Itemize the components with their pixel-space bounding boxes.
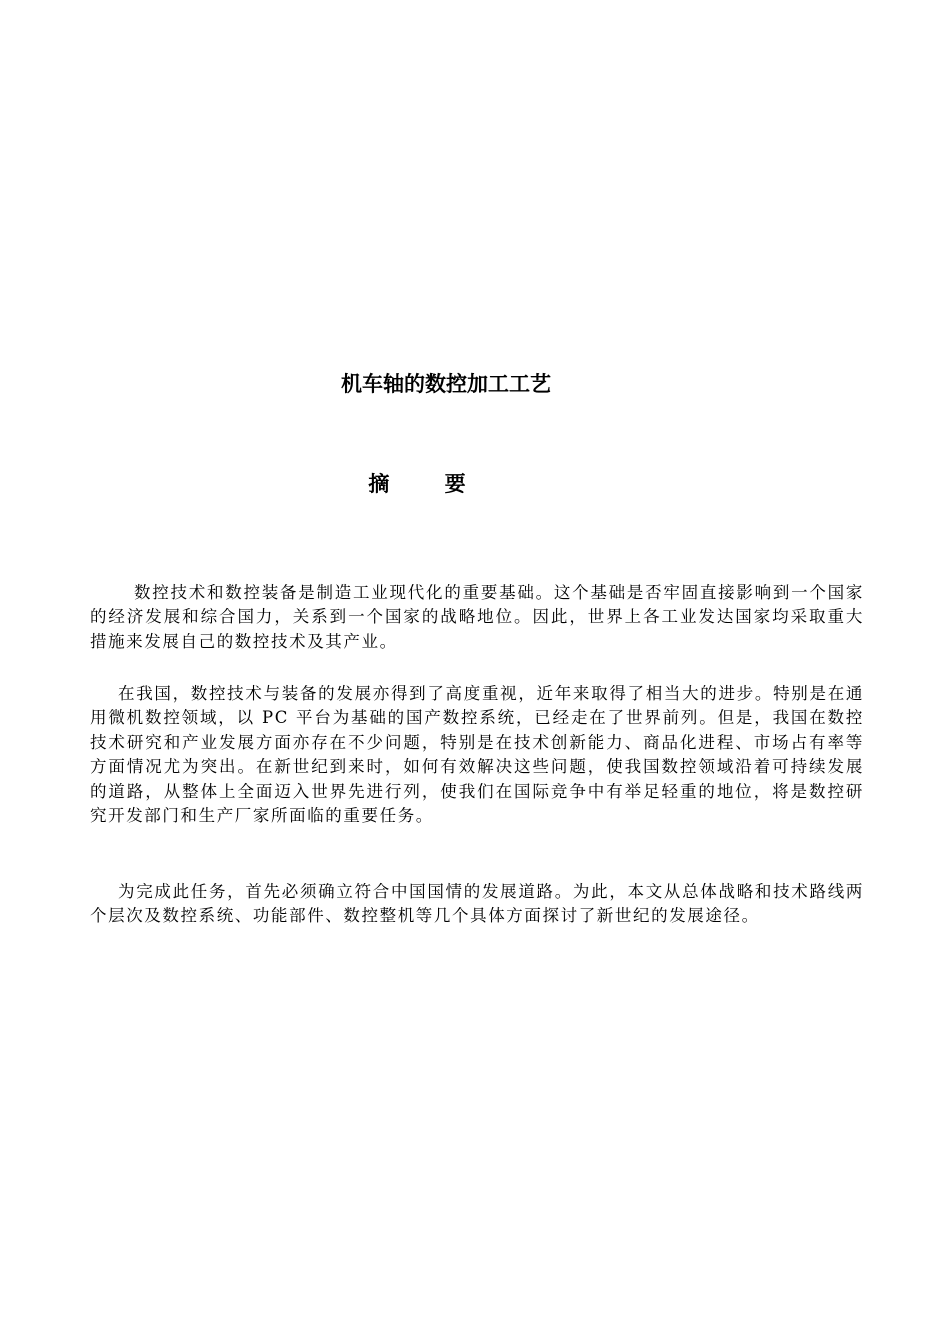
abstract-heading: 摘 要 [368, 472, 490, 496]
abstract-paragraph-3: 为完成此任务，首先必须确立符合中国国情的发展道路。为此，本文从总体战略和技术路线两个层次及数控系统、功能部件、数控整机等几个具体方面探讨了新世纪的发展途径。 [90, 882, 864, 926]
document-title: 机车轴的数控加工工艺 [341, 372, 551, 396]
abstract-paragraph-1: 数控技术和数控装备是制造工业现代化的重要基础。这个基础是否牢固直接影响到一个国家的经济发展和综合国力，关系到一个国家的战略地位。因此，世界上各工业发达国家均采取重大措施来发展自己的数控技术及其产业。 [90, 583, 864, 651]
abstract-paragraph-2: 在我国，数控技术与装备的发展亦得到了高度重视，近年来取得了相当大的进步。特别是在通用微机数控领域，以 PC 平台为基础的国产数控系统，已经走在了世界前列。但是，我国在数控技术研究和产业发展方面亦存在不少问题，特别是在技术创新能力、商品化进程、市场占有率等方面情况尤为突出。在新世纪到来时，如何有效解决这些问题，使我国数控领域沿着可持续发展的道路，从整体上全面迈入世界先进行列，使我们在国际竞争中有举足轻重的地位，将是数控研究开发部门和生产厂家所面临的重要任务。 [90, 684, 864, 826]
